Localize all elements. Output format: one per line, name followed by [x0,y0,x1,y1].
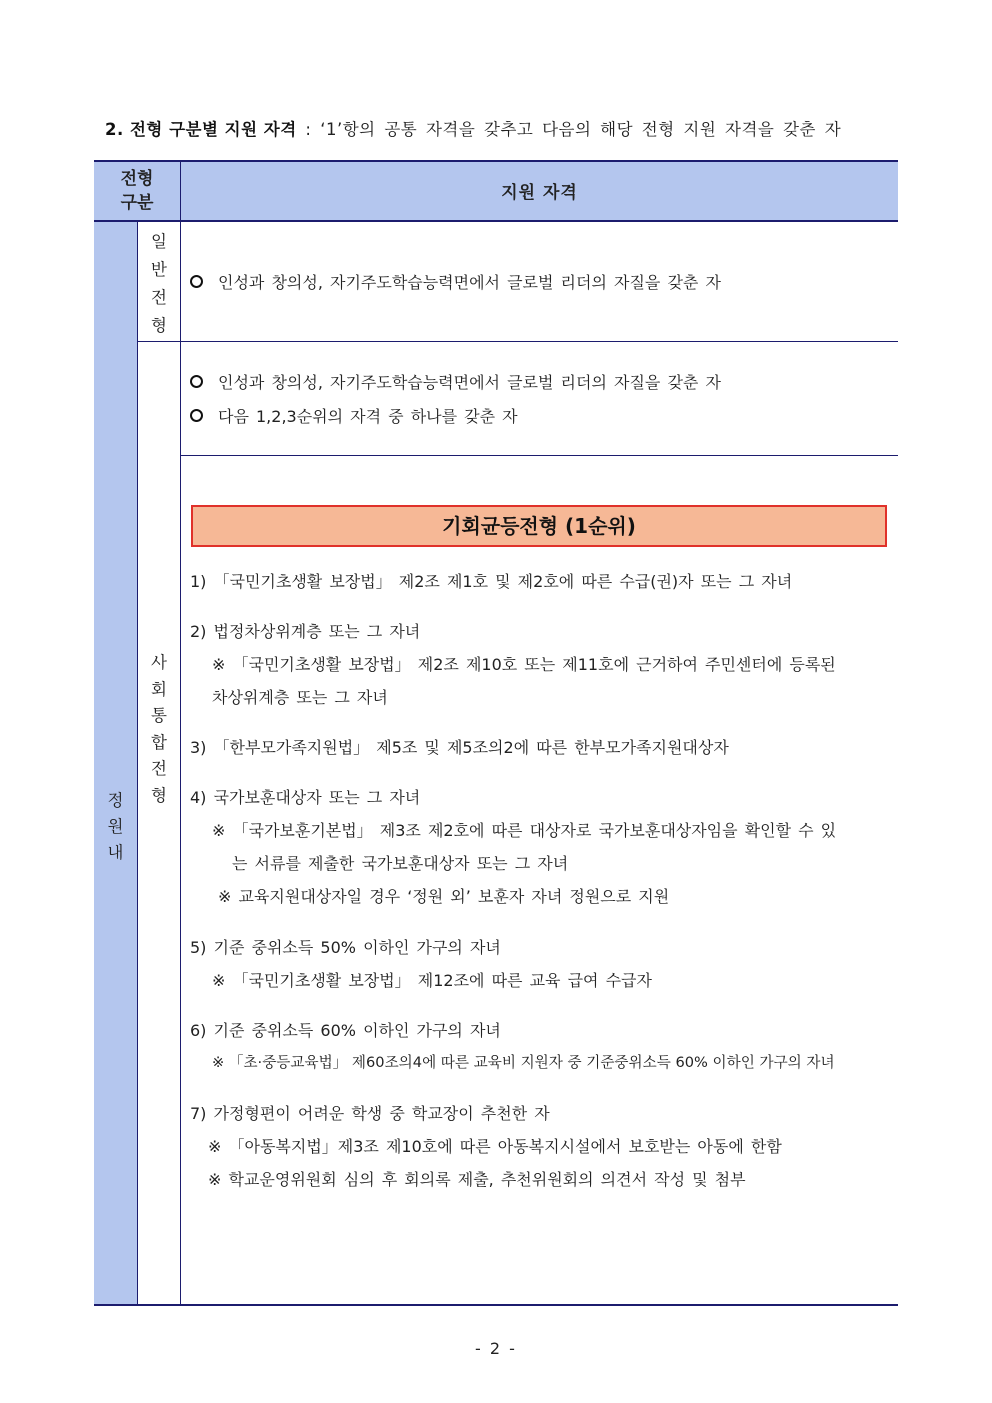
item-4-note-2: ※ 교육지원대상자일 경우 ‘정원 외’ 보훈자 자녀 정원으로 지원 [218,887,670,906]
circle-bullet-icon [190,275,203,288]
item-6: 6) 기준 중위소득 60% 이하인 가구의 자녀 [190,1021,501,1040]
item-4: 4) 국가보훈대상자 또는 그 자녀 [190,788,421,807]
social-integration-label: 사 회 통 합 전 형 [151,653,167,805]
item-6-note: ※ 「초·중등교육법」 제60조의4에 따른 교육비 지원자 중 기준중위소득 60% 이하인 가구의 자녀 [212,1054,835,1071]
table-top-border [94,160,898,162]
outer-category-background [94,221,137,1305]
item-2: 2) 법정차상위계층 또는 그 자녀 [190,622,421,641]
item-1: 1) 「국민기초생활 보장법」 제2조 제1호 및 제2호에 따른 수급(권)자 또는 그 자녀 [190,572,793,591]
equal-opportunity-banner: 기회균등전형 (1순위) [191,505,887,547]
item-4-note-1: ※ 「국가보훈기본법」 제3조 제2호에 따른 대상자로 국가보훈대상자임을 확인할 수 있 [212,821,837,840]
social-inner-divider [181,455,898,456]
item-5: 5) 기준 중위소득 50% 이하인 가구의 자녀 [190,938,501,957]
item-2-note: ※ 「국민기초생활 보장법」 제2조 제10호 또는 제11호에 근거하여 주민센터에 등록된 [212,655,836,674]
item-3: 3) 「한부모가족지원법」 제5조 및 제5조의2에 따른 한부모가족지원대상자 [190,738,729,757]
item-7-note-1: ※ 「아동복지법」제3조 제10호에 따른 아동복지시설에서 보호받는 아동에 한함 [208,1137,782,1156]
table-bottom-border [94,1304,898,1306]
item-5-note: ※ 「국민기초생활 보장법」 제12조에 따른 교육 급여 수급자 [212,971,652,990]
header-qualification: 지원 자격 [501,183,578,203]
social-bullet-1: 인성과 창의성, 자기주도학습능력면에서 글로벌 리더의 자질을 갖춘 자 [190,370,721,393]
circle-bullet-icon [190,409,203,422]
outer-category-label: 정 원 내 [107,791,124,862]
item-7-note-2: ※ 학교운영위원회 심의 후 회의록 제출, 추천위원회의 의견서 작성 및 첨부 [208,1170,746,1189]
circle-bullet-icon [190,375,203,388]
social-bullet-2: 다음 1,2,3순위의 자격 중 하나를 갖춘 자 [190,404,518,427]
qualification-column-divider [180,161,181,1305]
section-description: : ‘1’항의 공통 자격을 갖추고 다음의 해당 전형 지원 자격을 갖춘 자 [296,120,842,139]
page-number: - 2 - [475,1339,517,1358]
section-title [105,116,841,140]
section-heading: 2. 전형 구분별 지원 자격 [105,120,297,139]
general-admission-label: 일 반 전 형 [151,232,167,335]
header-bottom-border [94,220,898,222]
header-category: 전형 구분 [120,169,154,213]
item-4-note-1-cont: 는 서류를 제출한 국가보훈대상자 또는 그 자녀 [232,854,569,873]
item-7: 7) 가정형편이 어려운 학생 중 학교장이 추천한 자 [190,1104,550,1123]
item-2-note-cont: 차상위계층 또는 그 자녀 [212,688,388,707]
general-row-divider [137,341,898,342]
general-bullet: 인성과 창의성, 자기주도학습능력면에서 글로벌 리더의 자질을 갖춘 자 [190,270,721,293]
